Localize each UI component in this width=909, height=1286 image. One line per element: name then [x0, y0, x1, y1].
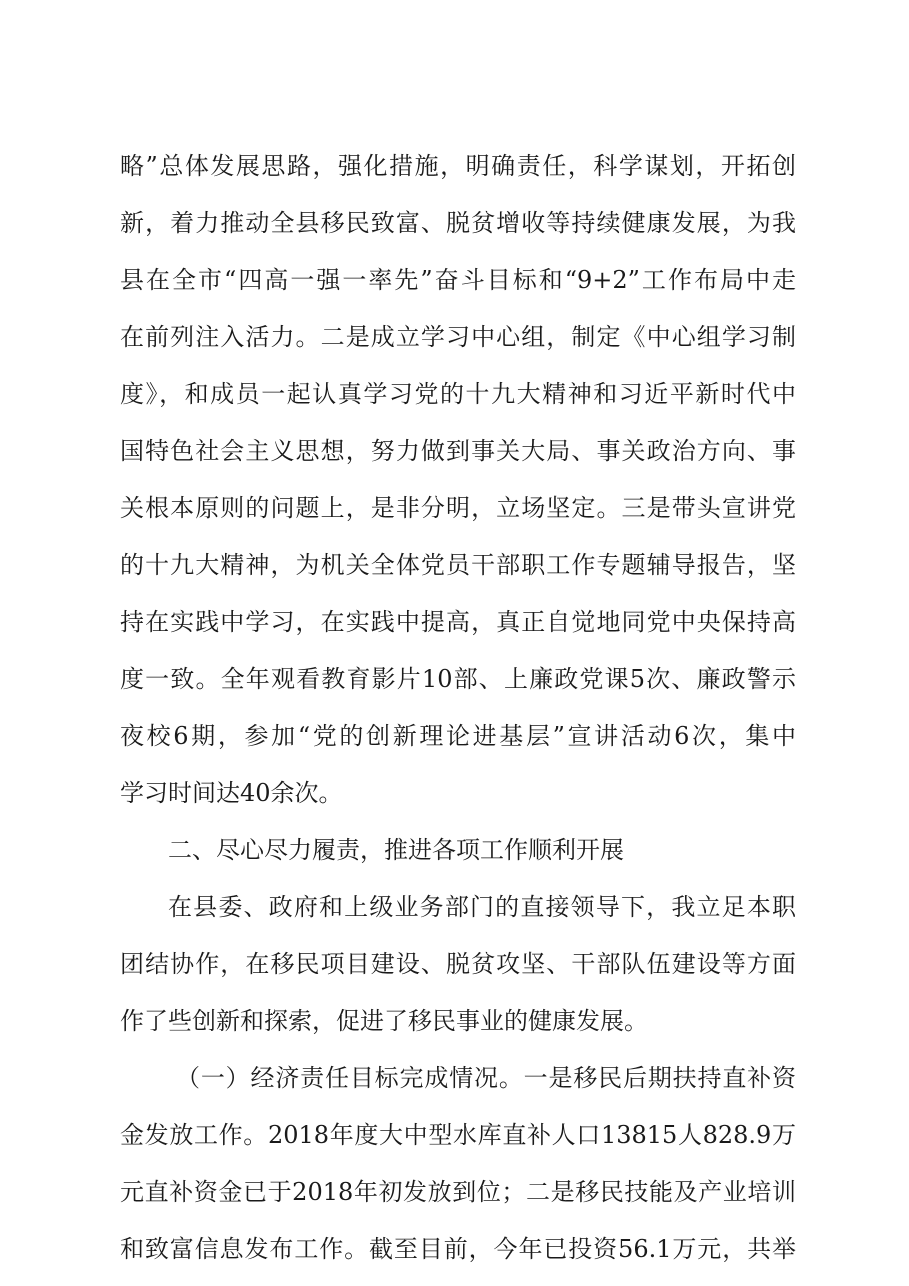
text-line: 在县委、政府和上级业务部门的直接领导下，我立足本职 — [168, 893, 796, 921]
text-line: 关根本原则的问题上，是非分明，立场坚定。三是带头宣讲党 — [120, 494, 796, 522]
text-line: 度》，和成员一起认真学习党的十九大精神和习近平新时代中 — [120, 380, 796, 408]
text-line: 金发放工作。2018年度大中型水库直补人口13815人828.9万 — [120, 1121, 796, 1149]
text-line: 和致富信息发布工作。截至目前，今年已投资56.1万元，共举 — [120, 1235, 796, 1263]
text-line: 团结协作，在移民项目建设、脱贫攻坚、干部队伍建设等方面 — [120, 950, 796, 978]
text-line: 学习时间达40余次。 — [120, 779, 343, 807]
text-line: 的十九大精神，为机关全体党员干部职工作专题辅导报告，坚 — [120, 551, 796, 579]
section-heading: 二、尽心尽力履责，推进各项工作顺利开展 — [168, 836, 624, 864]
text-line: 作了些创新和探索，促进了移民事业的健康发展。 — [120, 1007, 648, 1035]
text-line: 县在全市“四高一强一率先”奋斗目标和“9+2”工作布局中走 — [120, 266, 796, 294]
text-line: 新，着力推动全县移民致富、脱贫增收等持续健康发展，为我 — [120, 209, 796, 237]
text-line: 度一致。全年观看教育影片10部、上廉政党课5次、廉政警示 — [120, 665, 796, 693]
text-line: 元直补资金已于2018年初发放到位；二是移民技能及产业培训 — [120, 1178, 796, 1206]
text-line: 略”总体发展思路，强化措施，明确责任，科学谋划，开拓创 — [120, 152, 796, 180]
text-line: （一）经济责任目标完成情况。一是移民后期扶持直补资 — [176, 1064, 796, 1092]
text-line: 持在实践中学习，在实践中提高，真正自觉地同党中央保持高 — [120, 608, 796, 636]
text-line: 国特色社会主义思想，努力做到事关大局、事关政治方向、事 — [120, 437, 796, 465]
text-line: 夜校6期，参加“党的创新理论进基层”宣讲活动6次，集中 — [120, 722, 796, 750]
text-line: 在前列注入活力。二是成立学习中心组，制定《中心组学习制 — [120, 323, 796, 351]
